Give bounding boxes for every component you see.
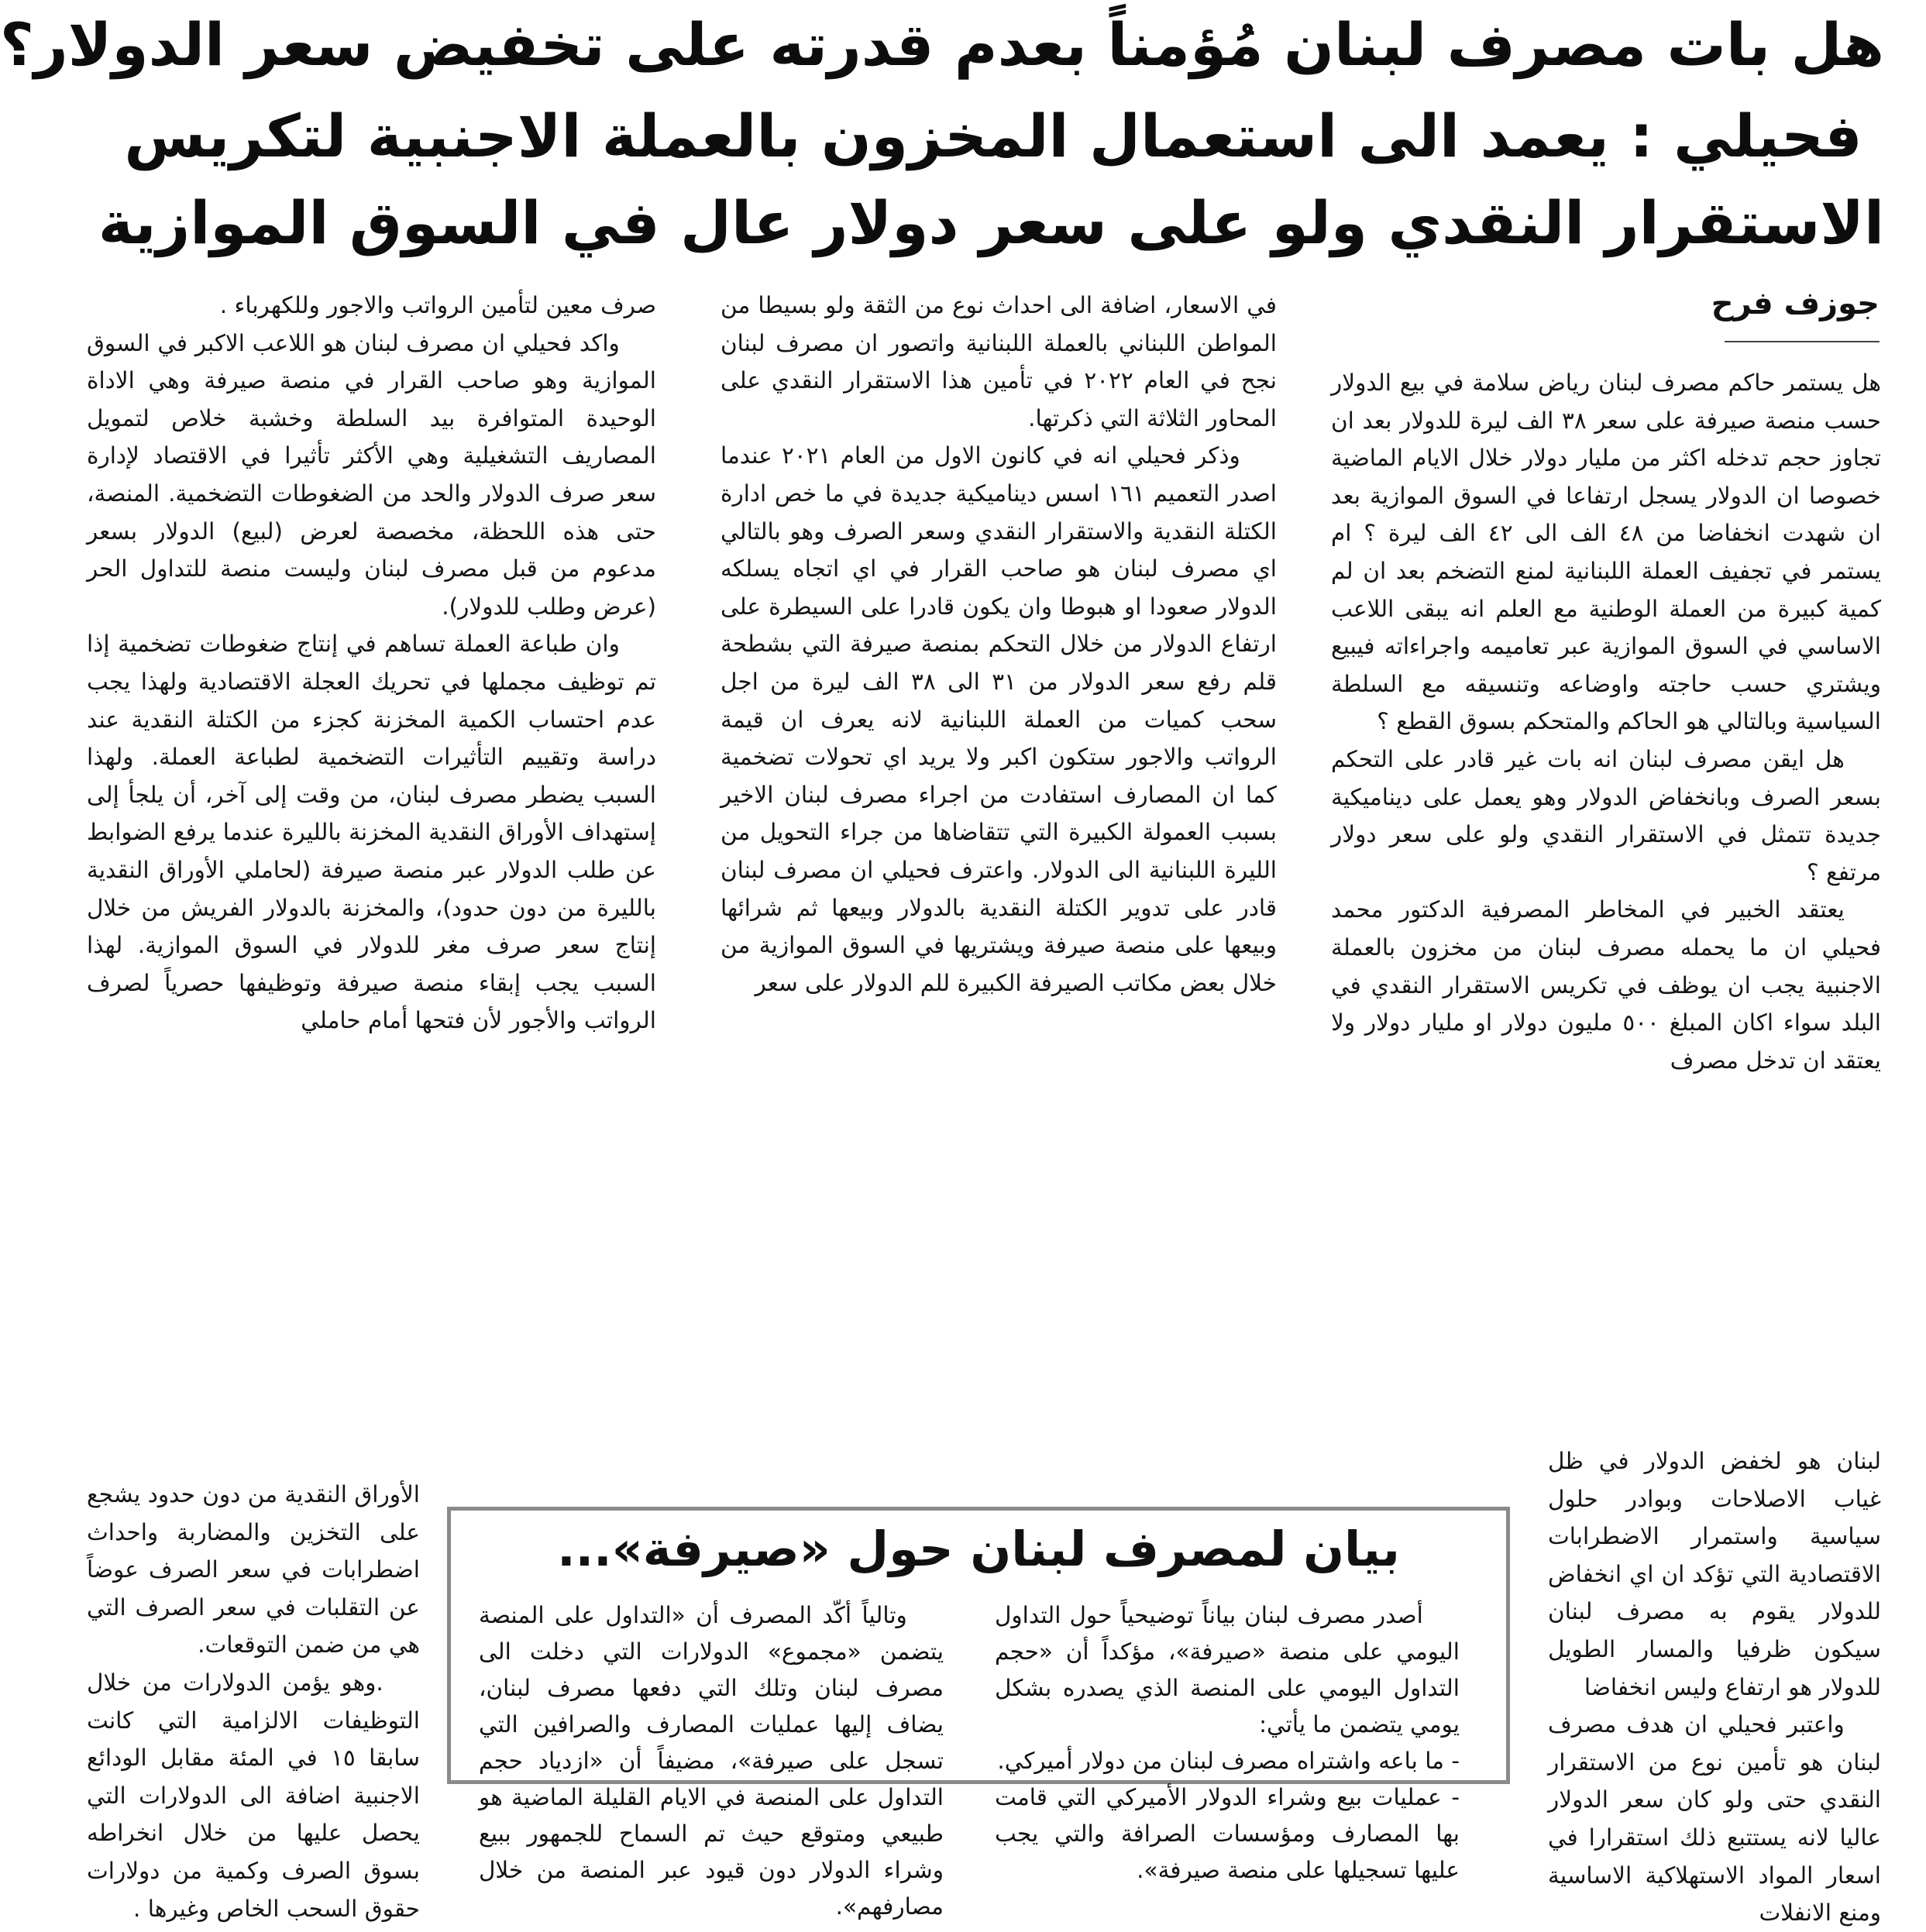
paragraph: الأوراق النقدية من دون حدود يشجع على التخزين والمضاربة واحداث اضطرابات في سعر الصرف عوضاً عن التقلبات في سعر الصرف التي هي من ضمن التوقعات. bbox=[87, 1481, 420, 1659]
paragraph: وتالياً أكّد المصرف أن «التداول على المنصة يتضمن «مجموع» الدولارات التي دخلت الى مصرف لبنان وتلك التي دفعها مصرف لبنان، يضاف إليها عمليات المصارف والصرافين التي تسجل على صيرفة»، مضيفاً أن «ازدياد حجم التداول على المنصة في الايام القليلة الماضية هو طبيعي ومتوقع حيث تم السماح للجمهور ببيع وشراء الدولار دون قيود عبر المنصة من خلال مصارفهم». bbox=[479, 1602, 944, 1920]
paragraph: يعتقد الخبير في المخاطر المصرفية الدكتور محمد فحيلي ان ما يحمله مصرف لبنان من مخزون بالعملة الاجنبية يجب ان يوظف في تكريس الاستقرار النقدي في البلد سواء اكان المبلغ ٥٠٠ مليون دولار او مليار دولار ولا يعتقد ان تدخل مصرف bbox=[1331, 896, 1882, 1074]
article-column-right bbox=[1331, 364, 1881, 1441]
article-column-left-continued bbox=[87, 1476, 420, 1922]
statement-box-title: بيان لمصرف لبنان حول «صيرفة»... bbox=[557, 1521, 1400, 1577]
paragraph: .وهو يؤمن الدولارات من خلال التوظيفات الالزامية التي كانت سابقا ١٥ في المئة مقابل الودائع الاجنبية اضافة الى الدولارات التي يحصل عليها من خلال انخراطه بسوق الصرف وكمية من دولارات حقوق السحب الخاص وغيرها . bbox=[87, 1669, 420, 1922]
statement-box-column-right bbox=[995, 1597, 1460, 1883]
article-column-middle bbox=[721, 287, 1277, 1476]
paragraph: واكد فحيلي ان مصرف لبنان هو اللاعب الاكبر في السوق الموازية وهو صاحب القرار في منصة صيرفة وهي الاداة الوحيدة المتوافرة بيد السلطة وخشبة خلاص لتمويل المصاريف التشغيلية وهي الأكثر تأثيرا في الاقتصاد لإدارة سعر صرف الدولار والحد من الضغوطات التضخمية. المنصة، حتى هذه اللحظة، مخصصة لعرض (لبيع) الدولار بسعر مدعوم من قبل مصرف لبنان وليست منصة للتداول الحر (عرض وطلب للدولار). bbox=[87, 329, 656, 620]
article-column-left bbox=[87, 287, 656, 1476]
byline-divider bbox=[1725, 341, 1880, 342]
paragraph: لبنان هو لخفض الدولار في ظل غياب الاصلاحات وبوادر حلول سياسية واستمرار الاضطرابات الاقتصادية التي تؤكد ان اي انخفاض للدولار يقوم به مصرف لبنان سيكون ظرفيا والمسار الطويل للدولار هو ارتفاع وليس انخفاضا bbox=[1548, 1448, 1881, 1700]
paragraph: هل يستمر حاكم مصرف لبنان رياض سلامة في بيع الدولار حسب منصة صيرفة على سعر ٣٨ الف ليرة للدولار بعد ان تجاوز حجم تدخله اكثر من مليار دولار خلال الايام الماضية خصوصا ان الدولار يسجل ارتفاعا في السوق الموازية بعد ان شهدت انخفاضا من ٤٨ الف الى ٤٢ الف ليرة ؟ ام يستمر في تجفيف العملة اللبنانية لمنع التضخم بعد ان لم كمية كبيرة من العملة الوطنية مع العلم انه يبقى اللاعب الاساسي في السوق الموازية عبر تعاميمه واجراءاته فيبيع ويشتري حسب حاجته واوضاعه وتنسيقه مع السلطة السياسية وبالتالي هو الحاكم والمتحكم بسوق القطع ؟ bbox=[1331, 370, 1881, 735]
paragraph: - عمليات بيع وشراء الدولار الأميركي التي قامت بها المصارف ومؤسسات الصرافة والتي يجب عليها تسجيلها على منصة صيرفة». bbox=[995, 1784, 1460, 1883]
headline-line-3: الاستقرار النقدي ولو على سعر دولار عال في السوق الموازية bbox=[98, 188, 1884, 257]
paragraph: وان طباعة العملة تساهم في إنتاج ضغوطات تضخمية إذا تم توظيف مجملها في تحريك العجلة الاقتصادية ولهذا يجب عدم احتساب الكمية المخزنة كجزء من الكتلة النقدية عند دراسة وتقييم التأثيرات التضخمية لطباعة العملة. ولهذا السبب يضطر مصرف لبنان، من وقت إلى آخر، أن يلجأ إلى إستهداف الأوراق النقدية المخزنة بالليرة عندما يرفع الضوابط عن طلب الدولار عبر منصة صيرفة (لحاملي الأوراق النقدية بالليرة من دون حدود)، والمخزنة بالدولار الفريش من خلال إنتاج سعر صرف مغر للدولار في السوق الموازية. لهذا السبب يجب إبقاء منصة صيرفة وتوظيفها حصرياً لصرف الرواتب والأجور لأن فتحها أمام حاملي bbox=[87, 631, 656, 1034]
statement-box bbox=[447, 1507, 1510, 1920]
paragraph: واعتبر فحيلي ان هدف مصرف لبنان هو تأمين نوع من الاستقرار النقدي حتى ولو كان سعر الدولار عاليا لانه يستتبع ذلك استقرارا في اسعار المواد الاستهلاكية الاساسية ومنع الانفلات bbox=[1548, 1711, 1881, 1927]
headline-line-1: هل بات مصرف لبنان مُؤمناً بعدم قدرته على تخفيض سعر الدولار؟ bbox=[0, 10, 1884, 79]
statement-box-column-left bbox=[479, 1597, 944, 1920]
byline: جوزف فرح bbox=[1711, 286, 1880, 321]
paragraph: في الاسعار، اضافة الى احداث نوع من الثقة ولو بسيطا من المواطن اللبناني بالعملة اللبنانية واتصور ان مصرف لبنان نجح في العام ٢٠٢٢ في تأمين هذا الاستقرار النقدي على المحاور الثلاثة التي ذكرتها. bbox=[721, 292, 1277, 431]
article-column-right-continued bbox=[1548, 1442, 1881, 1927]
paragraph: أصدر مصرف لبنان بياناً توضيحياً حول التداول اليومي على منصة «صيرفة»، مؤكداً أن «حجم التداول اليومي على المنصة الذي يصدره بشكل يومي يتضمن ما يأتي: bbox=[995, 1602, 1460, 1738]
paragraph: صرف معين لتأمين الرواتب والاجور وللكهرباء . bbox=[219, 292, 656, 318]
paragraph: - ما باعه واشتراه مصرف لبنان من دولار أميركي. bbox=[997, 1748, 1460, 1774]
paragraph: هل ايقن مصرف لبنان انه بات غير قادر على التحكم بسعر الصرف وبانخفاض الدولار وهو يعمل على ديناميكية جديدة تتمثل في الاستقرار النقدي ولو على سعر دولار مرتفع ؟ bbox=[1331, 745, 1881, 885]
paragraph: وذكر فحيلي انه في كانون الاول من العام ٢٠٢١ عندما اصدر التعميم ١٦١ اسس ديناميكية جديدة في ما خص ادارة الكتلة النقدية والاستقرار النقدي وسعر الصرف وهو بالتالي اي مصرف لبنان هو صاحب القرار في اي اتجاه يسلكه الدولار صعودا او هبوطا وان يكون قادرا على السيطرة على ارتفاع الدولار من خلال التحكم بمنصة صيرفة التي بشطحة قلم رفع سعر الدولار من ٣١ الى ٣٨ الف ليرة من اجل سحب كميات من العملة اللبنانية لانه يعرف ان قيمة الرواتب والاجور ستكون اكبر ولا يريد اي تحولات تضخمية كما ان المصارف استفادت من اجراء مصرف لبنان الاخير بسبب العمولة الكبيرة التي تتقاضاها من جراء التحويل من الليرة اللبنانية الى الدولار. واعترف فحيلي ان مصرف لبنان قادر على تدوير الكتلة النقدية بالدولار وبيعها ثم شرائها وبيعها على منصة صيرفة ويشتريها في السوق الموازية من خلال بعض مكاتب الصيرفة الكبيرة للم الدولار على سعر bbox=[721, 442, 1277, 996]
headline-line-2: فحيلي : يعمد الى استعمال المخزون بالعملة الاجنبية لتكريس bbox=[124, 101, 1862, 170]
